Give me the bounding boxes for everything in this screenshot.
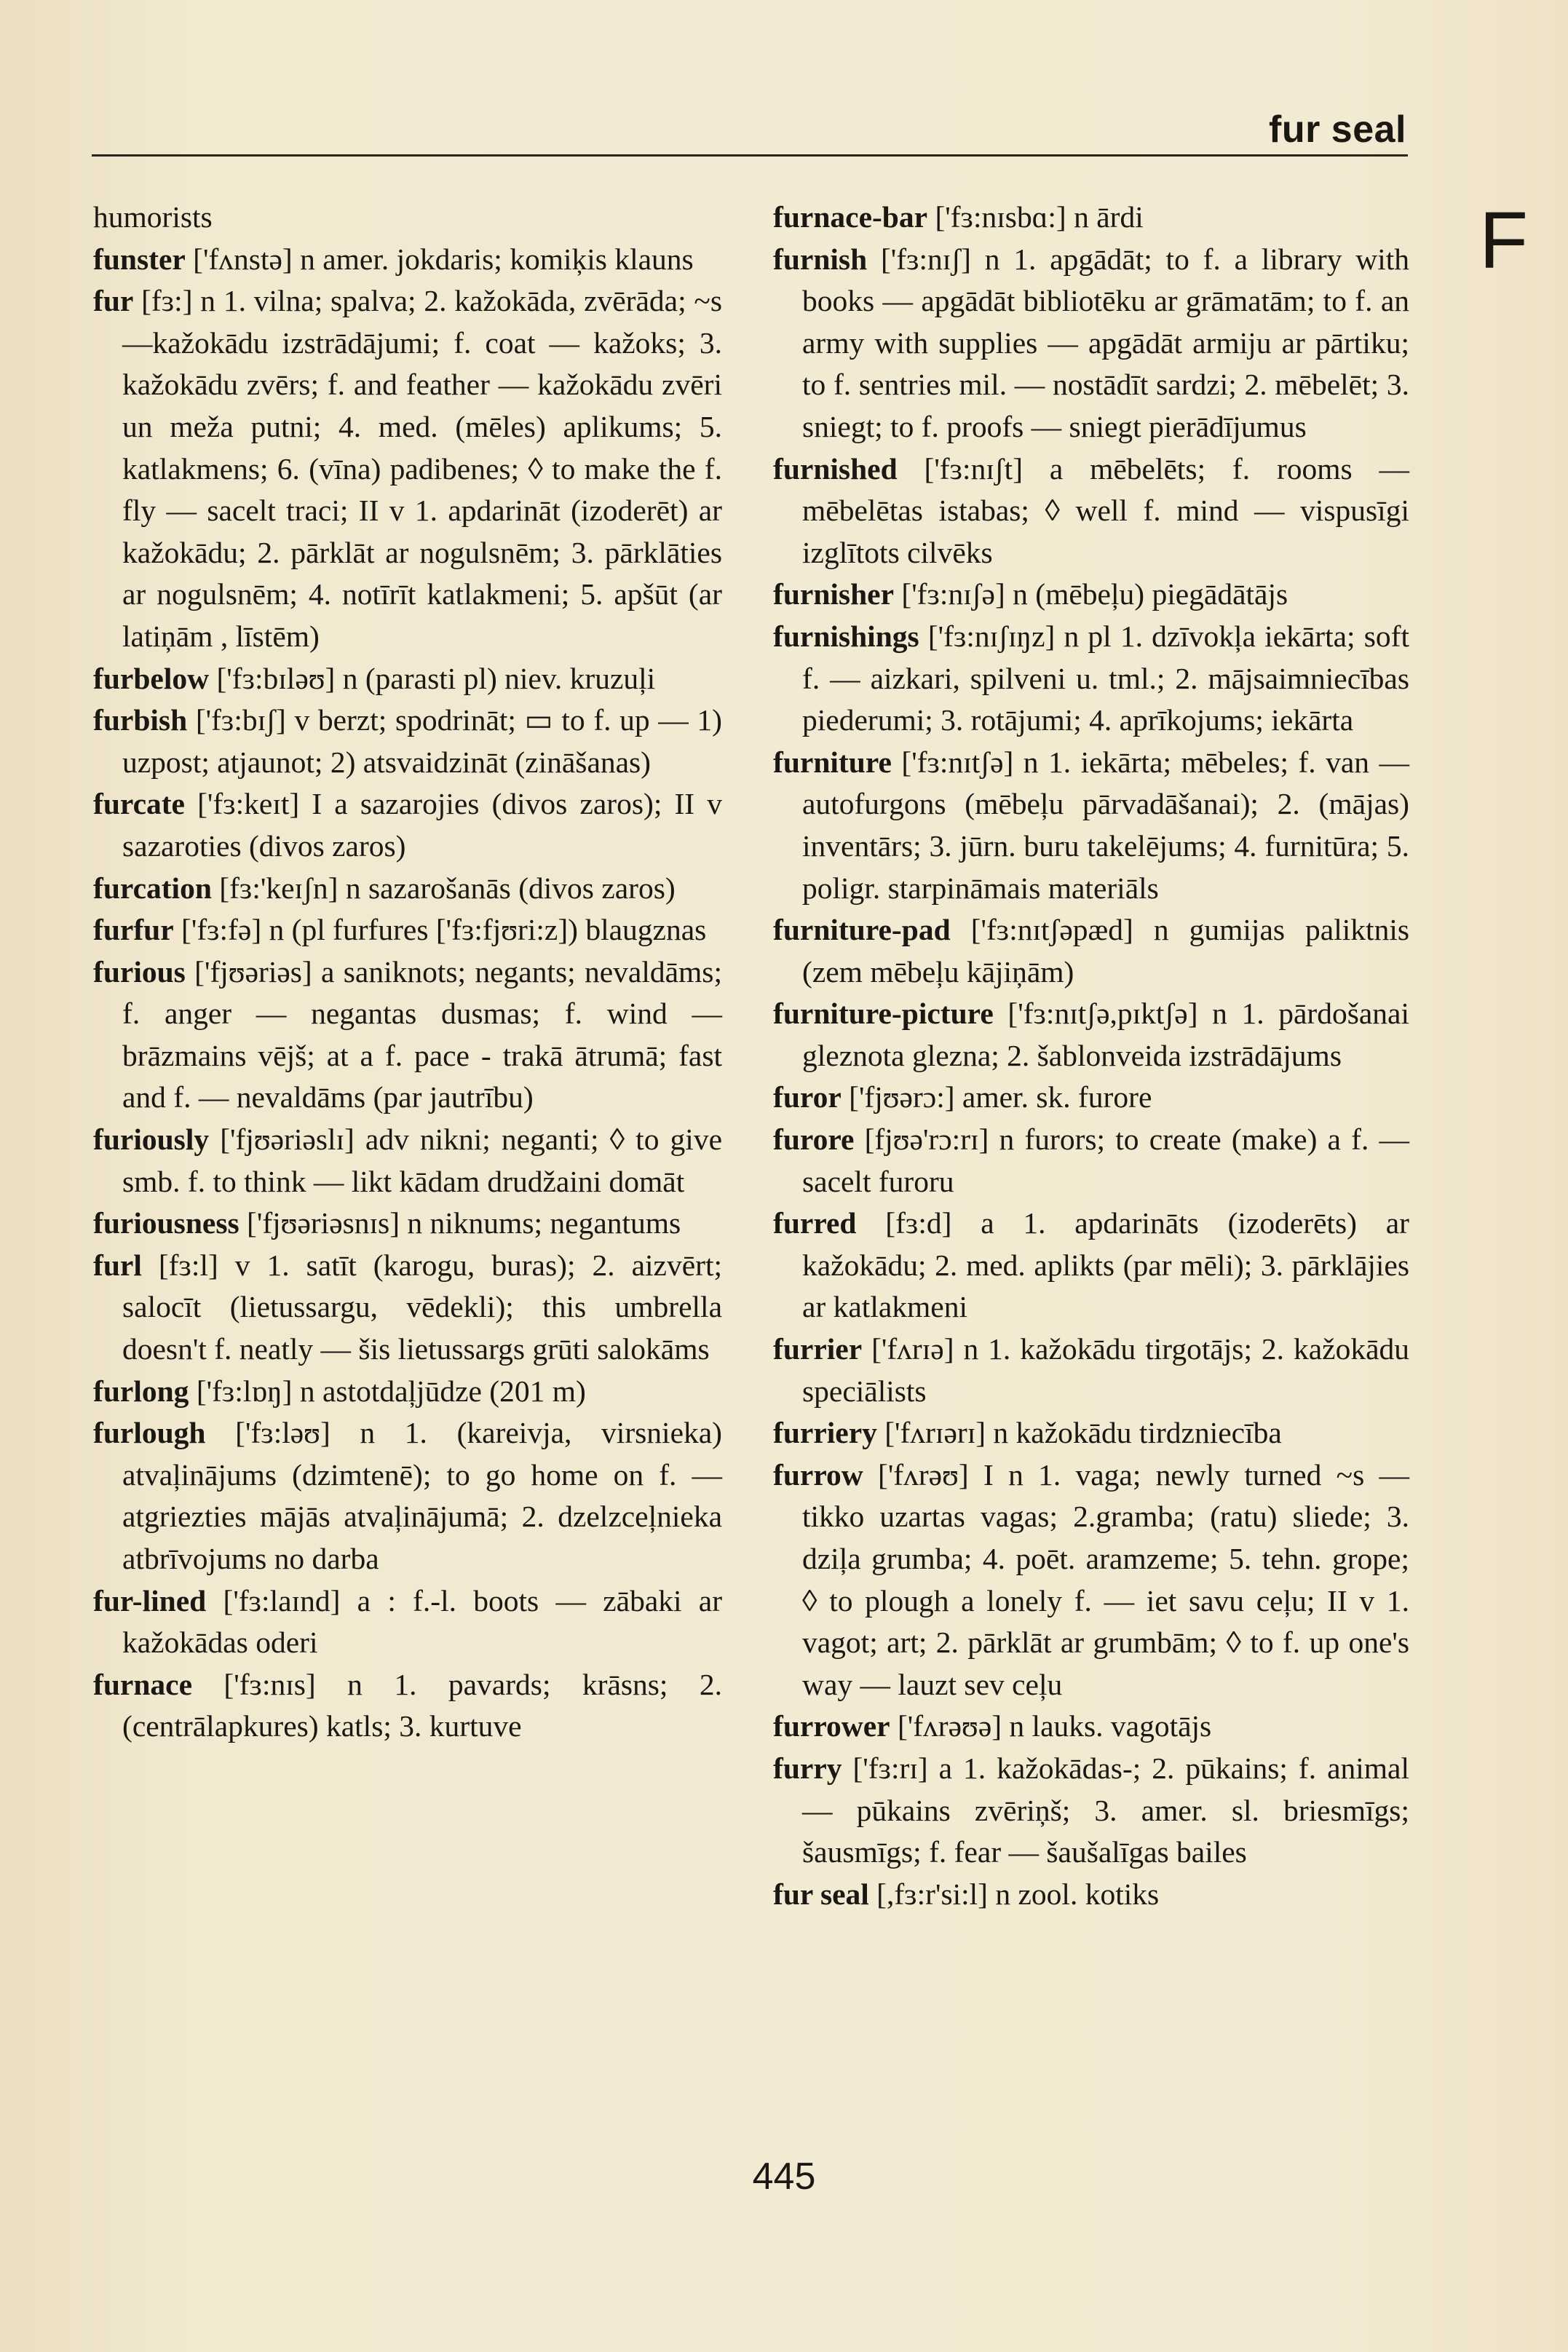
dictionary-entry <box>773 993 1409 1077</box>
entry-body: ['fɜ:laɪnd] a : f.-l. boots — zābaki ar kažokādas oderi <box>122 1583 723 1660</box>
dictionary-entry <box>93 868 722 910</box>
dictionary-entry <box>773 742 1409 909</box>
entry-body: ['fɜ:ləʊ] n 1. (kareivja, virsnieka) atvaļinājums (dzimtenē); to go home on f. — atgriezties mājās atvaļinājumā; 2. dzelzceļnieka atbrīvojums no darba <box>122 1416 722 1575</box>
dictionary-entry <box>93 1580 722 1664</box>
entry-headword: furfur <box>93 913 174 947</box>
entry-headword: furl <box>93 1248 142 1282</box>
entry-headword: furlong <box>93 1374 189 1408</box>
entry-body: ['fɜ:nɪtʃə,pɪktʃə] n 1. pārdošanai gleznota glezna; 2. šablonveida izstrādājums <box>802 997 1409 1072</box>
page-number: 445 <box>752 2155 816 2198</box>
dictionary-entry <box>773 1077 1409 1119</box>
entry-headword: furnishings <box>773 619 919 653</box>
entry-body: ['fɜ:nɪʃə] n (mēbeļu) piegādātājs <box>901 577 1288 611</box>
entry-headword: fur <box>93 284 134 318</box>
entry-headword: furiousness <box>93 1206 239 1240</box>
dictionary-entry <box>93 1412 722 1580</box>
entry-headword: furcation <box>93 871 212 905</box>
entry-headword: furbish <box>93 703 188 737</box>
entry-body: [fjʊə'rɔ:rɪ] n furors; to create (make) a f. — sacelt furoru <box>802 1122 1410 1198</box>
entry-headword: furred <box>773 1206 857 1240</box>
entry-headword: furnace <box>93 1667 192 1701</box>
entry-body: ['fjʊəriəs] a saniknots; negants; nevaldāms; f. anger — negantas dusmas; f. wind — brāzmains vējš; at a f. pace - trakā ātrumā; fast and f. — nevaldāms (par jautrību) <box>122 954 722 1114</box>
entry-headword: furious <box>93 954 186 989</box>
entry-body: ['fɜ:nɪʃt] a mēbelēts; f. rooms — mēbelētas istabas; ◊ well f. mind — vispusīgi izglītots cilvēks <box>802 451 1410 569</box>
dictionary-entry <box>773 1748 1409 1874</box>
entry-headword: furniture-pad <box>773 913 951 947</box>
dictionary-entry <box>93 700 722 783</box>
entry-headword: furrower <box>773 1709 890 1743</box>
entry-body: ['fɜ:rɪ] a 1. kažokādas-; 2. pūkains; f. animal — pūkains zvēriņš; 3. amer. sl. briesmīgs; šausmīgs; f. fear — šaušalīgas bailes <box>802 1751 1410 1869</box>
entry-headword: furrier <box>773 1332 863 1366</box>
dictionary-entry <box>773 448 1409 574</box>
entry-headword: furcate <box>93 787 185 821</box>
entry-body: ['fʌnstə] n amer. jokdaris; komiķis klauns <box>193 242 694 276</box>
entry-body: ['fɜ:bɪʃ] v berzt; spodrināt; ▭ to f. up — 1) uzpost; atjaunot; 2) atsvaidzināt (zināšanas) <box>122 703 722 779</box>
entry-headword: furbelow <box>93 661 210 695</box>
dictionary-entry <box>93 280 722 657</box>
dictionary-entry <box>93 1203 722 1245</box>
entry-headword: fur seal <box>773 1877 869 1911</box>
dictionary-entry <box>773 909 1409 993</box>
left-column <box>93 197 722 1748</box>
entry-body: ['fɜ:nɪʃ] n 1. apgādāt; to f. a library with books — apgādāt bibliotēku ar grāmatām; to f. an army with supplies — apgādāt armiju ar pārtiku; to f. sentries mil. — nostādīt sardzi; 2. mēbelēt; 3. sniegt; to f. proofs — sniegt pierādījumus <box>802 242 1410 443</box>
entry-body: ['fɜ:nɪsbɑ:] n ārdi <box>935 200 1144 234</box>
dictionary-entry <box>773 1706 1409 1748</box>
entry-headword: furor <box>773 1080 842 1114</box>
entry-body: [fɜ:] n 1. vilna; spalva; 2. kažokāda, zvērāda; ~s —kažokādu izstrādājumi; f. coat — kažoks; 3. kažokādu zvērs; f. and feather — kažokādu zvēri un meža putni; 4. med. (mēles) aplikums; 5. katlakmens; 6. (vīna) padibenes; ◊ to make the f. fly — sacelt traci; II v 1. apdarināt (izoderēt) ar kažokādu; 2. pārklāt ar nogulsnēm; 3. pārklāties ar nogulsnēm; 4. notīrīt katlakmeni; 5. apšūt (ar latiņām , līstēm) <box>122 284 722 653</box>
entry-body: ['fʌrɪərɪ] n kažokādu tirdzniecība <box>884 1416 1282 1450</box>
entry-body: ['fɜ:nɪʃɪŋz] n pl 1. dzīvokļa iekārta; soft f. — aizkari, spilveni u. tml.; 2. mājsaimniecības piederumi; 3. rotājumi; 4. aprīkojums; iekārta <box>802 619 1410 737</box>
dictionary-entry <box>773 239 1409 448</box>
entry-headword: furrow <box>773 1457 863 1492</box>
entry-headword: furniture <box>773 745 892 779</box>
entry-headword: furiously <box>93 1122 210 1157</box>
entry-body: ['fɜ:nɪtʃəpæd] n gumijas paliktnis (zem mēbeļu kājiņām) <box>802 913 1409 989</box>
dictionary-entry <box>773 197 1409 239</box>
right-column <box>773 197 1409 1915</box>
entry-body: ['fjʊərɔ:] amer. sk. furore <box>849 1080 1152 1114</box>
entry-body: ['fɜ:keɪt] I a sazarojies (divos zaros); II v sazaroties (divos zaros) <box>122 787 722 863</box>
entry-body: ['fɜ:bɪləʊ] n (parasti pl) niev. kruzuļi <box>216 661 656 695</box>
dictionary-entry <box>773 1412 1409 1454</box>
entry-headword: furnisher <box>773 577 894 611</box>
entry-headword: furore <box>773 1122 855 1157</box>
dictionary-entry <box>93 783 722 867</box>
entry-body: ['fjʊəriəsnɪs] n niknums; negantums <box>247 1206 681 1240</box>
entry-body: [fɜ:d] a 1. apdarināts (izoderēts) ar kažokādu; 2. med. aplikts (par mēli); 3. pārklājies ar katlakmeni <box>802 1206 1409 1324</box>
dictionary-entry <box>93 197 722 239</box>
dictionary-entry <box>773 1454 1409 1706</box>
entry-body: ['fɜ:nɪtʃə] n 1. iekārta; mēbeles; f. van — autofurgons (mēbeļu pārvadāšanai); 2. (mājas) inventārs; 3. jūrn. buru takelējums; 4. furnitūra; 5. poligr. starpināmais materiāls <box>802 745 1409 905</box>
entry-body: ['fʌrɪə] n 1. kažokādu tirgotājs; 2. kažokādu speciālists <box>802 1332 1410 1408</box>
entry-headword: funster <box>93 242 186 276</box>
dictionary-entry <box>773 616 1409 742</box>
dictionary-entry <box>93 1119 722 1203</box>
entry-headword: furriery <box>773 1416 877 1450</box>
dictionary-entry <box>93 909 722 951</box>
entry-body: ['fʌrəʊ] I n 1. vaga; newly turned ~s — tikko uzartas vagas; 2.gramba; (ratu) sliede; 3. dziļa grumba; 4. poēt. aramzeme; 5. tehn. grope; ◊ to plough a lonely f. — iet savu ceļu; II v 1. vagot; art; 2. pārklāt ar grumbām; ◊ to f. up one's way — lauzt sev ceļu <box>802 1457 1410 1701</box>
entry-body: [,fɜ:r'si:l] n zool. kotiks <box>876 1877 1160 1911</box>
dictionary-entry <box>773 1119 1409 1203</box>
entry-body: ['fɜ:nɪs] n 1. pavards; krāsns; 2. (centrālapkures) katls; 3. kurtuve <box>122 1667 723 1743</box>
dictionary-entry <box>773 574 1409 616</box>
dictionary-entry <box>773 1329 1409 1412</box>
dictionary-entry <box>93 951 722 1119</box>
dictionary-entry <box>773 1874 1409 1916</box>
entry-body: ['fɜ:lɒŋ] n astotdaļjūdze (201 m) <box>196 1374 586 1408</box>
dictionary-entry <box>93 658 722 700</box>
entry-headword: furniture-picture <box>773 997 994 1031</box>
thumb-index-letter: F <box>1479 196 1529 285</box>
dictionary-entry <box>93 1245 722 1371</box>
entry-body: [fɜ:'keɪʃn] n sazarošanās (divos zaros) <box>219 871 676 905</box>
dictionary-entry <box>93 1664 722 1748</box>
entry-headword: fur-lined <box>93 1583 207 1618</box>
entry-headword: furnish <box>773 242 868 276</box>
entry-headword: furnace-bar <box>773 200 928 234</box>
entry-body: ['fjʊəriəslɪ] adv nikni; neganti; ◊ to give smb. f. to think — likt kādam drudžaini domāt <box>122 1122 722 1198</box>
dictionary-entry <box>773 1203 1409 1329</box>
entry-body: ['fɜ:fə] n (pl furfures ['fɜ:fjʊri:z]) blaugznas <box>181 913 707 947</box>
dictionary-entry <box>93 1371 722 1413</box>
running-head: fur seal <box>1269 108 1406 151</box>
entry-body: [fɜ:l] v 1. satīt (karogu, buras); 2. aizvērt; salocīt (lietussargu, vēdekli); this umbrella doesn't f. neatly — šis lietussargs grūti salokāms <box>122 1248 723 1366</box>
entry-headword: furlough <box>93 1416 206 1450</box>
entry-body: ['fʌrəʊə] n lauks. vagotājs <box>897 1709 1212 1743</box>
header-rule <box>92 154 1408 157</box>
dictionary-entry <box>93 239 722 281</box>
entry-body: humorists <box>93 200 213 234</box>
entry-headword: furry <box>773 1751 842 1785</box>
entry-headword: furnished <box>773 451 898 486</box>
